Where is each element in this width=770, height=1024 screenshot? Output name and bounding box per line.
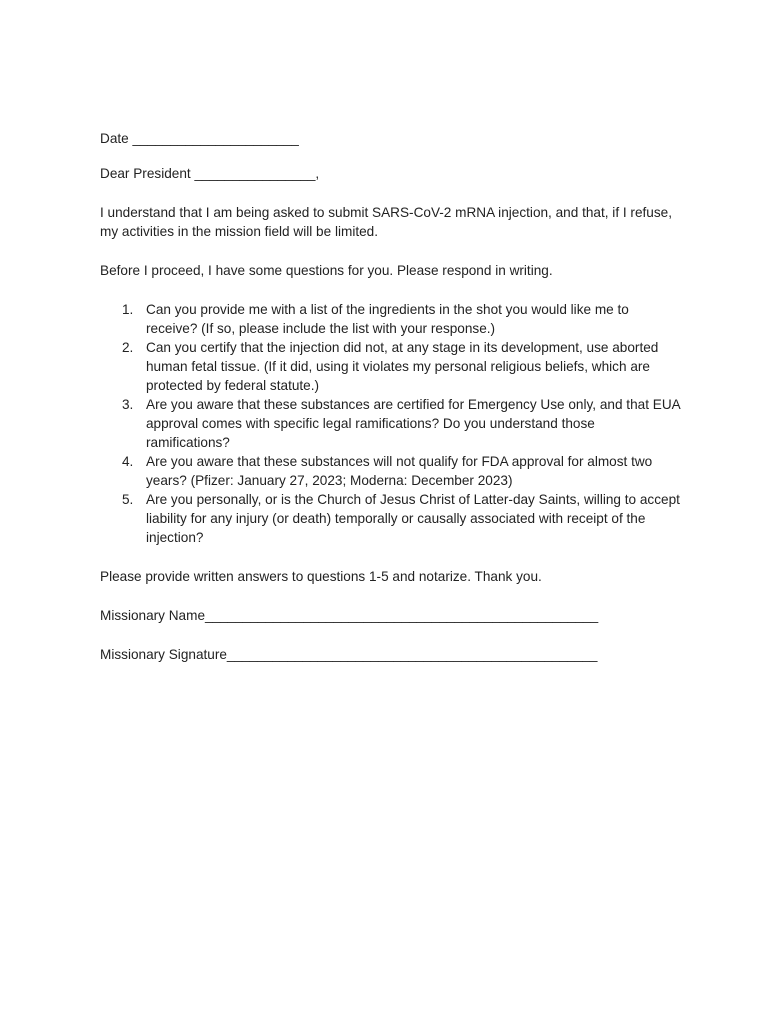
missionary-name-line: Missionary Name____________________________________________________: [100, 608, 599, 623]
question-item: [100, 300, 680, 338]
question-item: [100, 490, 680, 547]
question-text: Are you aware that these substances are certified for Emergency Use only, and that EUA approval comes with specific legal ramifications? Do you understand those ramifications?: [146, 397, 680, 450]
question-text: Are you personally, or is the Church of Jesus Christ of Latter-day Saints, willing to accept liability for any injury (or death) temporally or causally associated with receipt of the injection?: [146, 492, 680, 545]
question-item: [100, 338, 680, 395]
question-number: 3.: [122, 397, 134, 412]
salutation: Dear President ________________,: [100, 166, 320, 181]
question-number: 2.: [122, 340, 134, 355]
question-item: [100, 452, 680, 490]
date-line: Date ______________________: [100, 131, 299, 146]
question-text: Are you aware that these substances will not qualify for FDA approval for almost two years? (Pfizer: January 27, 2023; Moderna: December 2023): [146, 454, 653, 488]
question-text: Can you certify that the injection did not, at any stage in its development, use aborted human fetal tissue. (If it did, using it violates my personal religious beliefs, which are protected by federal statute.): [146, 340, 659, 393]
request-paragraph: Before I proceed, I have some questions for you. Please respond in writing.: [100, 263, 553, 278]
missionary-signature-line: Missionary Signature_________________________________________________: [100, 647, 598, 662]
question-text: Can you provide me with a list of the ingredients in the shot you would like me to receive? (If so, please include the list with your response.): [146, 302, 629, 336]
letter-page: [100, 129, 680, 684]
question-list: [100, 300, 680, 547]
intro-paragraph: I understand that I am being asked to submit SARS-CoV-2 mRNA injection, and that, if I refuse, my activities in the mission field will be limited.: [100, 205, 672, 239]
question-number: 5.: [122, 492, 134, 507]
closing-paragraph: Please provide written answers to questions 1-5 and notarize. Thank you.: [100, 569, 542, 584]
question-number: 4.: [122, 454, 134, 469]
question-number: 1.: [122, 302, 134, 317]
question-item: [100, 395, 680, 452]
